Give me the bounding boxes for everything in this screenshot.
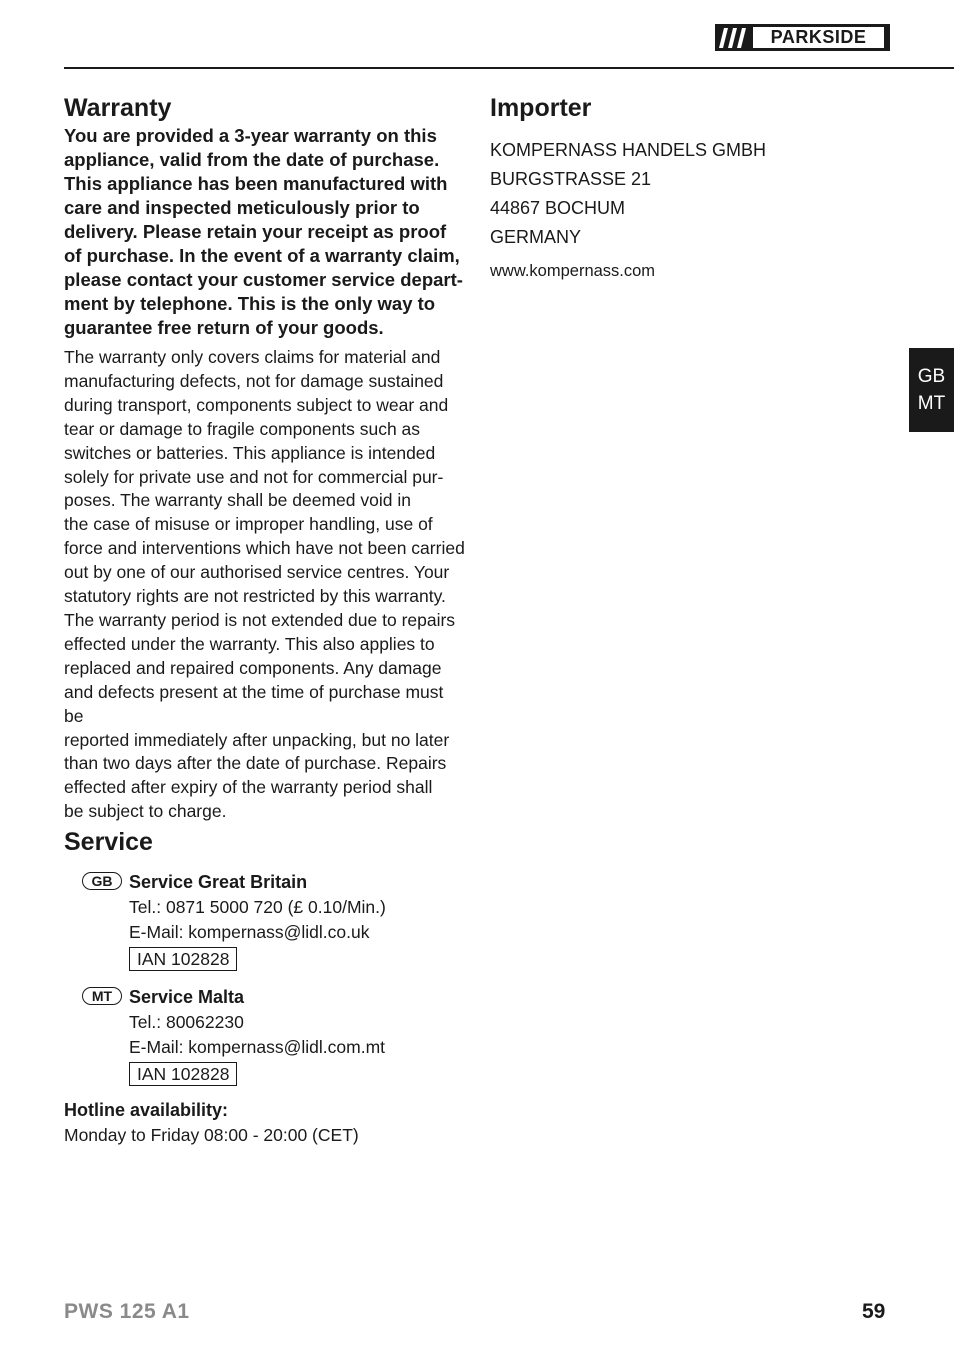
footer-model: PWS 125 A1 [64, 1300, 190, 1323]
warranty-intro-line: appliance, valid from the date of purchase. [64, 149, 440, 170]
service-gb-tel: Tel.: 0871 5000 720 (£ 0.10/Min.) [129, 897, 386, 918]
service-gb-ian: IAN 102828 [129, 947, 237, 971]
importer-website: www.kompernass.com [490, 262, 656, 280]
warranty-body-line: switches or batteries. This appliance is intended [64, 442, 436, 463]
language-tab-mt: MT [917, 393, 946, 414]
language-tab [909, 348, 954, 432]
warranty-intro [64, 124, 466, 340]
service-gb [64, 870, 466, 971]
mt-country-badge: MT [82, 987, 122, 1005]
warranty-intro-line: This appliance has been manufactured with [64, 173, 448, 194]
logo-slashes-icon [715, 24, 751, 51]
warranty-intro-line: guarantee free return of your goods. [64, 317, 384, 338]
warranty-body-line: the case of misuse or improper handling, use of [64, 514, 433, 535]
service-gb-name: Service Great Britain [129, 872, 308, 893]
warranty-body-line: be subject to charge. [64, 801, 227, 822]
warranty-intro-line: delivery. Please retain your receipt as proof [64, 221, 447, 242]
importer-street: BURGSTRASSE 21 [490, 169, 652, 189]
importer-country: GERMANY [490, 227, 582, 247]
warranty-body-line: manufacturing defects, not for damage sustained [64, 370, 444, 391]
left-column [64, 92, 466, 1148]
brand-name: PARKSIDE [770, 27, 867, 47]
warranty-body-line: effected under the warranty. This also applies to [64, 633, 435, 654]
hotline-title: Hotline availability: [64, 1100, 229, 1121]
importer-company: KOMPERNASS HANDELS GMBH [490, 140, 767, 160]
warranty-body-line: out by one of our authorised service centres. Your [64, 562, 450, 583]
importer-city: 44867 BOCHUM [490, 198, 626, 218]
header-rule [64, 67, 954, 69]
warranty-intro-line: ment by telephone. This is the only way to [64, 293, 436, 314]
logo-wordmark [753, 27, 884, 48]
warranty-body-line: The warranty only covers claims for material and [64, 347, 441, 367]
hotline-hours: Monday to Friday 08:00 - 20:00 (CET) [64, 1125, 359, 1146]
warranty-body-line: solely for private use and not for commercial pur- [64, 466, 444, 487]
warranty-body-line: tear or damage to fragile components such as [64, 418, 421, 439]
service-title: Service [64, 828, 153, 857]
service-mt [64, 985, 466, 1086]
warranty-intro-line: please contact your customer service depart- [64, 269, 463, 290]
warranty-body-line: force and interventions which have not been carried [64, 538, 465, 559]
parkside-logo [715, 24, 890, 51]
importer-title: Importer [490, 94, 592, 122]
service-mt-ian: IAN 102828 [129, 1062, 237, 1086]
warranty-body-line: The warranty period is not extended due to repairs [64, 609, 456, 630]
warranty-body-line: poses. The warranty shall be deemed void in [64, 490, 411, 511]
warranty-intro-line: of purchase. In the event of a warranty claim, [64, 245, 460, 266]
warranty-body-line: effected after expiry of the warranty period shall [64, 777, 433, 798]
language-tab-gb: GB [917, 366, 946, 387]
warranty-body-line: and defects present at the time of purchase must be [64, 681, 444, 726]
service-mt-tel: Tel.: 80062230 [129, 1012, 244, 1033]
warranty-body-line: than two days after the date of purchase. Repairs [64, 753, 447, 774]
warranty-body [64, 346, 466, 824]
service-gb-email: E-Mail: kompernass@lidl.co.uk [129, 922, 370, 943]
warranty-intro-line: You are provided a 3-year warranty on this [64, 125, 437, 146]
service-mt-name: Service Malta [129, 987, 245, 1008]
service-mt-email: E-Mail: kompernass@lidl.com.mt [129, 1037, 386, 1058]
gb-country-badge: GB [82, 872, 122, 890]
hotline [64, 1098, 466, 1148]
page-number: 59 [862, 1300, 886, 1323]
warranty-body-line: statutory rights are not restricted by this warranty. [64, 586, 446, 607]
warranty-title: Warranty [64, 94, 172, 122]
right-column [490, 92, 890, 282]
warranty-body-line: reported immediately after unpacking, but no later [64, 729, 450, 750]
warranty-intro-line: care and inspected meticulously prior to [64, 197, 420, 218]
warranty-body-line: during transport, components subject to wear and [64, 394, 449, 415]
warranty-body-line: replaced and repaired components. Any damage [64, 657, 442, 678]
importer-address [490, 136, 890, 252]
